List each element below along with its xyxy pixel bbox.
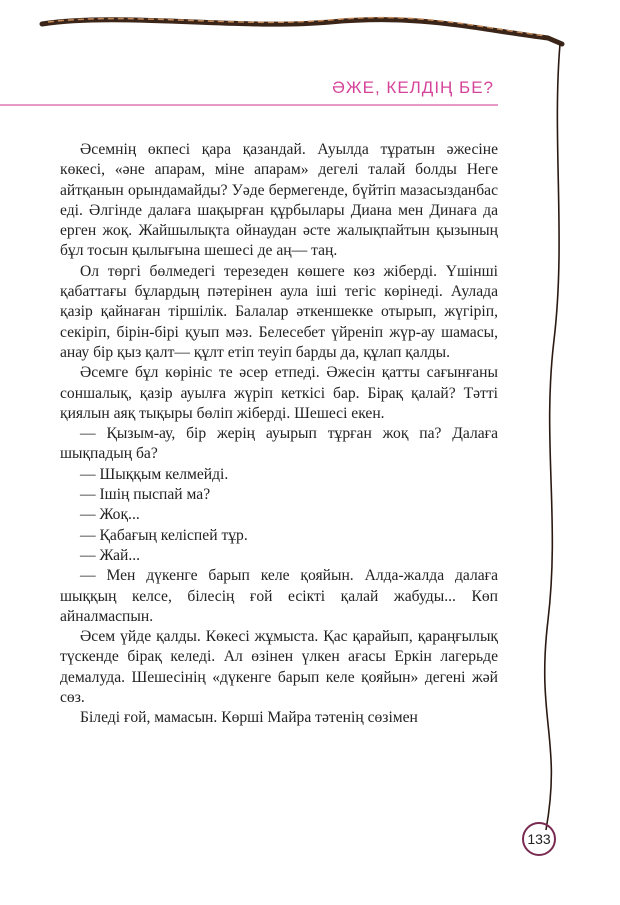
paragraph: Әсемнің өкпесі қара қазандай. Ауылда тұратын әжесіне көкесі, «әне апарам, міне апарам» дегелі талай болды Неге айтқанын орындамайды? Уәде бермегенде, бүйтіп мазасызданбас еді. Әлгінде далаға шақырған құрбылары Диана мен Динаға да ерген жоқ. Жайшылықта ойнаудан әсте жалықпайтын қызының бұл тосын қылығына шешесі де аң— таң.	[60, 141, 498, 260]
dialogue-line: — Ішің пыспай ма?	[80, 486, 211, 504]
title-divider	[0, 104, 498, 106]
dialogue-line: — Қызым-ау, бір жерің ауырып тұрған жоқ па? Далаға шықпадың ба?	[60, 425, 498, 463]
paragraph: Ол төргі бөлмедегі терезеден көшеге көз жіберді. Үшінші қабаттағы бұлардың пәтерінен аула іші тегіс көрінеді. Аулада қазір қайнаған тіршілік. Балалар әткеншекке отырып, жүгіріп, секіріп, бірін-бірі қуып мәз. Белесебет үйреніп жүр-ау шамасы, анау бір қыз қалт— құлт етіп теуіп барды да, құлап қалды.	[60, 262, 498, 361]
dialogue-line: — Шыққым келмейді.	[80, 465, 229, 483]
rope-top	[42, 20, 562, 44]
paragraph: Әсем үйде қалды. Көкесі жұмыста. Қас қарайып, қараңғылық түскенде бірақ келеді. Ал өзінен үлкен ағасы Еркін лагерьде демалуда. Шешесінің «дүкенге барып келе қояйын» дегені жәй сөз.	[60, 628, 498, 707]
story-text	[60, 140, 498, 729]
dialogue-line: — Мен дүкенге барып келе қояйын. Алда-жалда далаға шыққың келсе, білесің ғой есікті қалай жабуды... Көп айналмаспын.	[60, 567, 498, 625]
rope-side	[545, 44, 560, 830]
chapter-title: ӘЖЕ, КЕЛДІҢ БЕ?	[332, 78, 494, 97]
dialogue-line: — Жоқ...	[80, 506, 140, 524]
dialogue-line: — Жай...	[80, 546, 141, 564]
dialogue-line: — Қабағың келіспей тұр.	[80, 526, 248, 544]
paragraph: Әсемге бұл көрініс те әсер етпеді. Әжесін қатты сағынғаны соншалық, қазір ауылға жүріп кеткісі бар. Бірақ қалай? Тәтті қиялын аяқ тықыры бөліп жіберді. Шешесі екен.	[60, 364, 498, 422]
paragraph: Біледі ғой, мамасын. Көрші Майра тәтенің сөзімен	[80, 709, 418, 727]
page-number: 133	[522, 822, 556, 856]
rope-top-highlight	[48, 18, 546, 36]
